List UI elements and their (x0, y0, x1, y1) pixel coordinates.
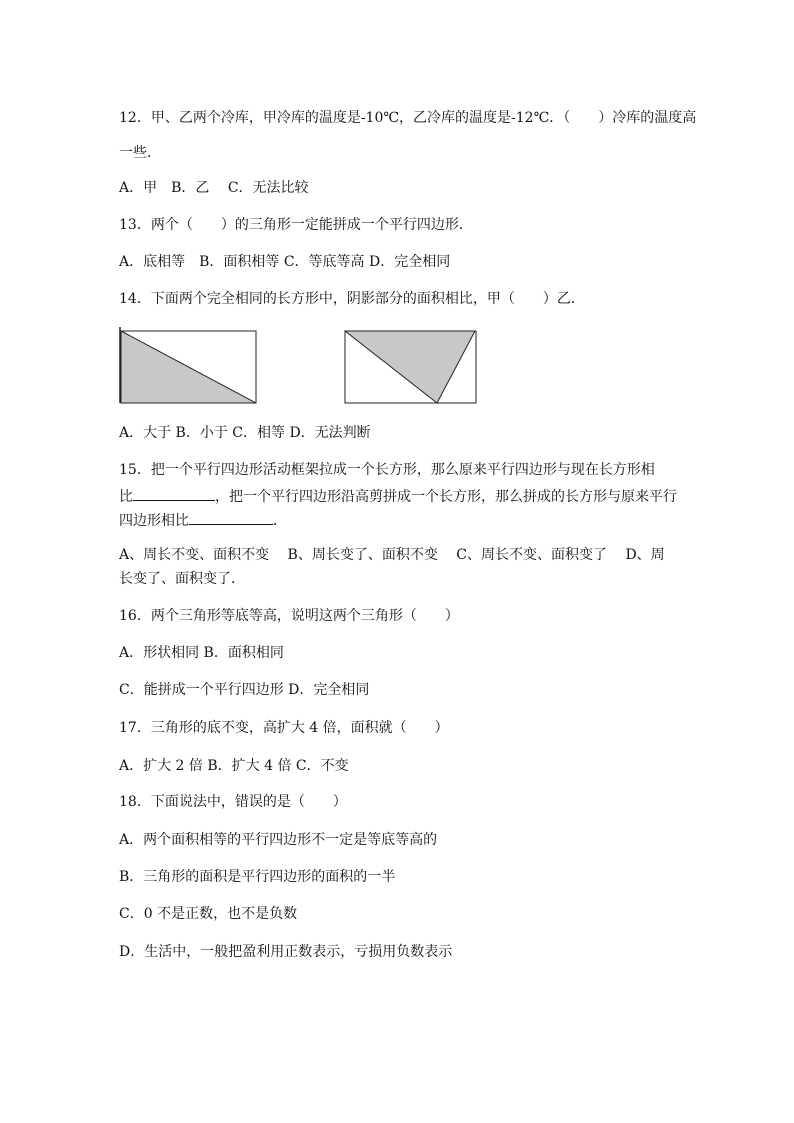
q15-stem-line1: 15．把一个平行四边形活动框架拉成一个长方形，那么原来平行四边形与现在长方形相 (119, 462, 655, 478)
q15-stem-line3 (119, 510, 287, 530)
q14-figure (118, 326, 480, 406)
rectangle-yi (345, 331, 476, 403)
q15-line3-prefix: 四边形相比 (119, 513, 189, 529)
q15-line2-prefix: 比 (119, 489, 133, 505)
q12-options: A．甲 B．乙 C．无法比较 (119, 180, 309, 196)
q16-options-line2: C．能拼成一个平行四边形 D．完全相同 (119, 682, 370, 698)
q15-options-line1: A、周长不变、面积不变 B、周长变了、面积不变 C、周长不变、面积变了 D、周 (119, 547, 665, 563)
q14-stem: 14．下面两个完全相同的长方形中，阴影部分的面积相比，甲（ ）乙． (119, 291, 585, 307)
q18-option-c: C．0 不是正数，也不是负数 (119, 906, 298, 922)
q15-line3-suffix: ． (273, 513, 287, 529)
q15-answer-blank-1[interactable] (133, 486, 215, 501)
q17-options: A．扩大 2 倍 B．扩大 4 倍 C．不变 (119, 758, 349, 774)
q13-stem: 13．两个（ ）的三角形一定能拼成一个平行四边形． (119, 217, 473, 233)
q14-options: A．大于 B．小于 C．相等 D．无法判断 (119, 425, 371, 441)
q18-option-a: A．两个面积相等的平行四边形不一定是等底等高的 (119, 832, 438, 848)
q15-answer-blank-2[interactable] (189, 510, 273, 525)
q15-line2-suffix: ，把一个平行四边形沿高剪拼成一个长方形，那么拼成的长方形与原来平行 (215, 489, 677, 505)
q15-stem-line2 (119, 486, 677, 506)
q18-option-b: B．三角形的面积是平行四边形的面积的一半 (119, 869, 396, 885)
q18-stem: 18．下面说法中，错误的是（ ） (119, 794, 347, 810)
q15-options-line2: 长变了、面积变了． (119, 571, 245, 587)
q17-stem: 17．三角形的底不变，高扩大 4 倍，面积就（ ） (119, 720, 449, 736)
q16-options-line1: A．形状相同 B．面积相同 (119, 645, 284, 661)
q18-option-d: D．生活中，一般把盈利用正数表示，亏损用负数表示 (119, 944, 453, 960)
q12-stem-line1: 12．甲、乙两个冷库，甲冷库的温度是-10℃，乙冷库的温度是-12℃．（ ）冷库的温度高 (119, 110, 697, 126)
q16-stem: 16．两个三角形等底等高，说明这两个三角形（ ） (119, 608, 459, 624)
q12-stem-line2: 一些． (119, 145, 161, 161)
rectangle-jia (120, 327, 256, 403)
q13-options: A．底相等 B．面积相等 C．等底等高 D．完全相同 (119, 254, 451, 270)
